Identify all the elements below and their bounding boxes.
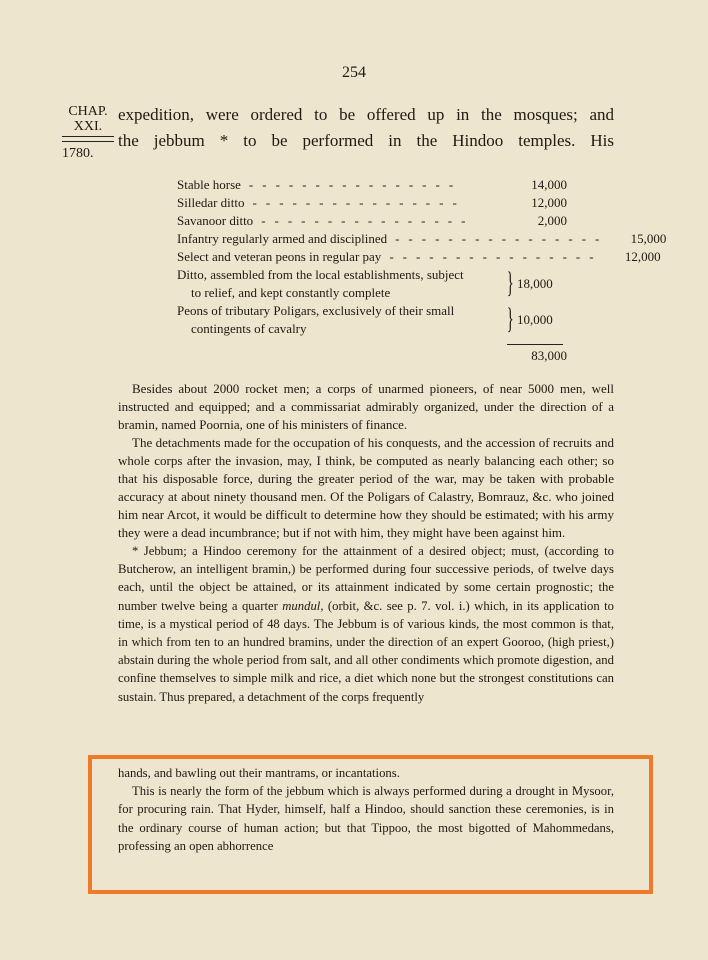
leader-dashes: ---------------- xyxy=(395,231,609,246)
footnote xyxy=(118,542,614,706)
body-text xyxy=(118,380,614,706)
forces-total: 83,000 xyxy=(531,348,567,363)
page-number: 254 xyxy=(342,64,366,81)
forces-row xyxy=(177,212,567,230)
footnote-text: * Jebbum; a Hindoo ceremony for the attainment of a desired object; must, (according to Butcherow, an intelligent bramin,) be performed during four successive periods, of twelve days each, until the object be attained, or its attainment indicated by some certain prognostic; the number twelve being a quarter xyxy=(118,544,614,613)
forces-row xyxy=(177,194,567,212)
forces-label: Ditto, assembled from the local establishments, subject xyxy=(177,267,464,282)
forces-table xyxy=(177,176,667,364)
forces-value: 10,000 xyxy=(517,312,553,327)
forces-value: 18,000 xyxy=(517,276,553,291)
forces-value: 12,000 xyxy=(531,195,567,210)
forces-row xyxy=(177,230,667,248)
forces-row xyxy=(177,176,567,194)
leader-dashes: ---------------- xyxy=(248,177,463,192)
opening-line-2: the jebbum * to be performed in the Hindoo temples. His xyxy=(118,131,614,150)
paragraph: The detachments made for the occupation of his conquests, and the accession of recruits and whole corps after the invasion, may, I think, be computed as nearly balancing each other; so that his disposable force, during the greater period of the war, may be taken with probable accuracy at about ninety thousand men. Of the Poligars of Calastry, Bomrauz, &c. who joined him near Arcot, it would be difficult to determine how they should be estimated; with his army they were a dead incumbrance; but if not with him, they might have been against him. xyxy=(118,435,614,540)
leader-dashes: ---------------- xyxy=(261,213,475,228)
leader-dashes: ---------------- xyxy=(252,195,466,210)
forces-label: Infantry regularly armed and disciplined xyxy=(177,231,388,246)
continuation-line: hands, and bawling out their mantrams, or incantations. xyxy=(118,766,400,780)
brace-mark: } xyxy=(506,302,514,335)
footnote-text-cont: (orbit, &c. see p. 7. vol. i.) which, in its application to time, is a mystical period of 48 days. The Jebbum is of various kinds, the most common is that, in which from ten to an hundred bramins, under the direction of an expert Gooroo, (high priest,) abstain during the whole period from salt, and all other condiments which promote digestion, and confine themselves to simple milk and rice, a diet which none but the strongest constitutions can sustain. Thus prepared, a detachment of the corps frequently xyxy=(118,598,614,704)
footnote-continuation xyxy=(118,764,614,855)
forces-row-braced xyxy=(177,266,567,302)
forces-value: 14,000 xyxy=(531,177,567,192)
opening-line-1: expedition, were ordered to be offered up in the mosques; and xyxy=(118,105,614,124)
chapter-label: CHAP. xyxy=(68,104,108,119)
margin-rule xyxy=(62,136,114,142)
continuation-paragraph: This is nearly the form of the jebbum which is always performed during a drought in Mysoor, for procuring rain. That Hyder, himself, half a Hindoo, should sanction these ceremonies, is in the ordinary course of human action; but that Tippoo, the most bigotted of Mahommedans, professing an open abhorrence xyxy=(118,784,614,853)
opening-text xyxy=(118,102,614,154)
forces-value: 15,000 xyxy=(630,231,667,246)
forces-row xyxy=(177,248,661,266)
year-label: 1780. xyxy=(62,146,94,161)
forces-label: Savanoor ditto xyxy=(177,213,254,228)
leader-dashes: ---------------- xyxy=(389,249,603,264)
forces-label: Stable horse xyxy=(177,177,241,192)
chapter-number: XXI. xyxy=(73,119,103,134)
brace-mark: } xyxy=(506,266,514,299)
forces-row-braced xyxy=(177,302,567,338)
footnote-emphasis: mundul, xyxy=(282,598,324,613)
forces-label-cont: to relief, and kept constantly complete xyxy=(191,285,391,300)
margin-note xyxy=(62,104,114,161)
forces-value: 12,000 xyxy=(624,249,661,264)
forces-value: 2,000 xyxy=(537,213,567,228)
paragraph: Besides about 2000 rocket men; a corps of unarmed pioneers, of near 5000 men, well instructed and equipped; and a commissariat admirably organized, under the direction of a bramin, named Poornia, one of his ministers of finance. xyxy=(118,381,614,432)
forces-label-cont: contingents of cavalry xyxy=(191,321,307,336)
forces-label: Select and veteran peons in regular pay xyxy=(177,249,382,264)
forces-label: Silledar ditto xyxy=(177,195,245,210)
forces-label: Peons of tributary Poligars, exclusively of their small xyxy=(177,303,455,318)
